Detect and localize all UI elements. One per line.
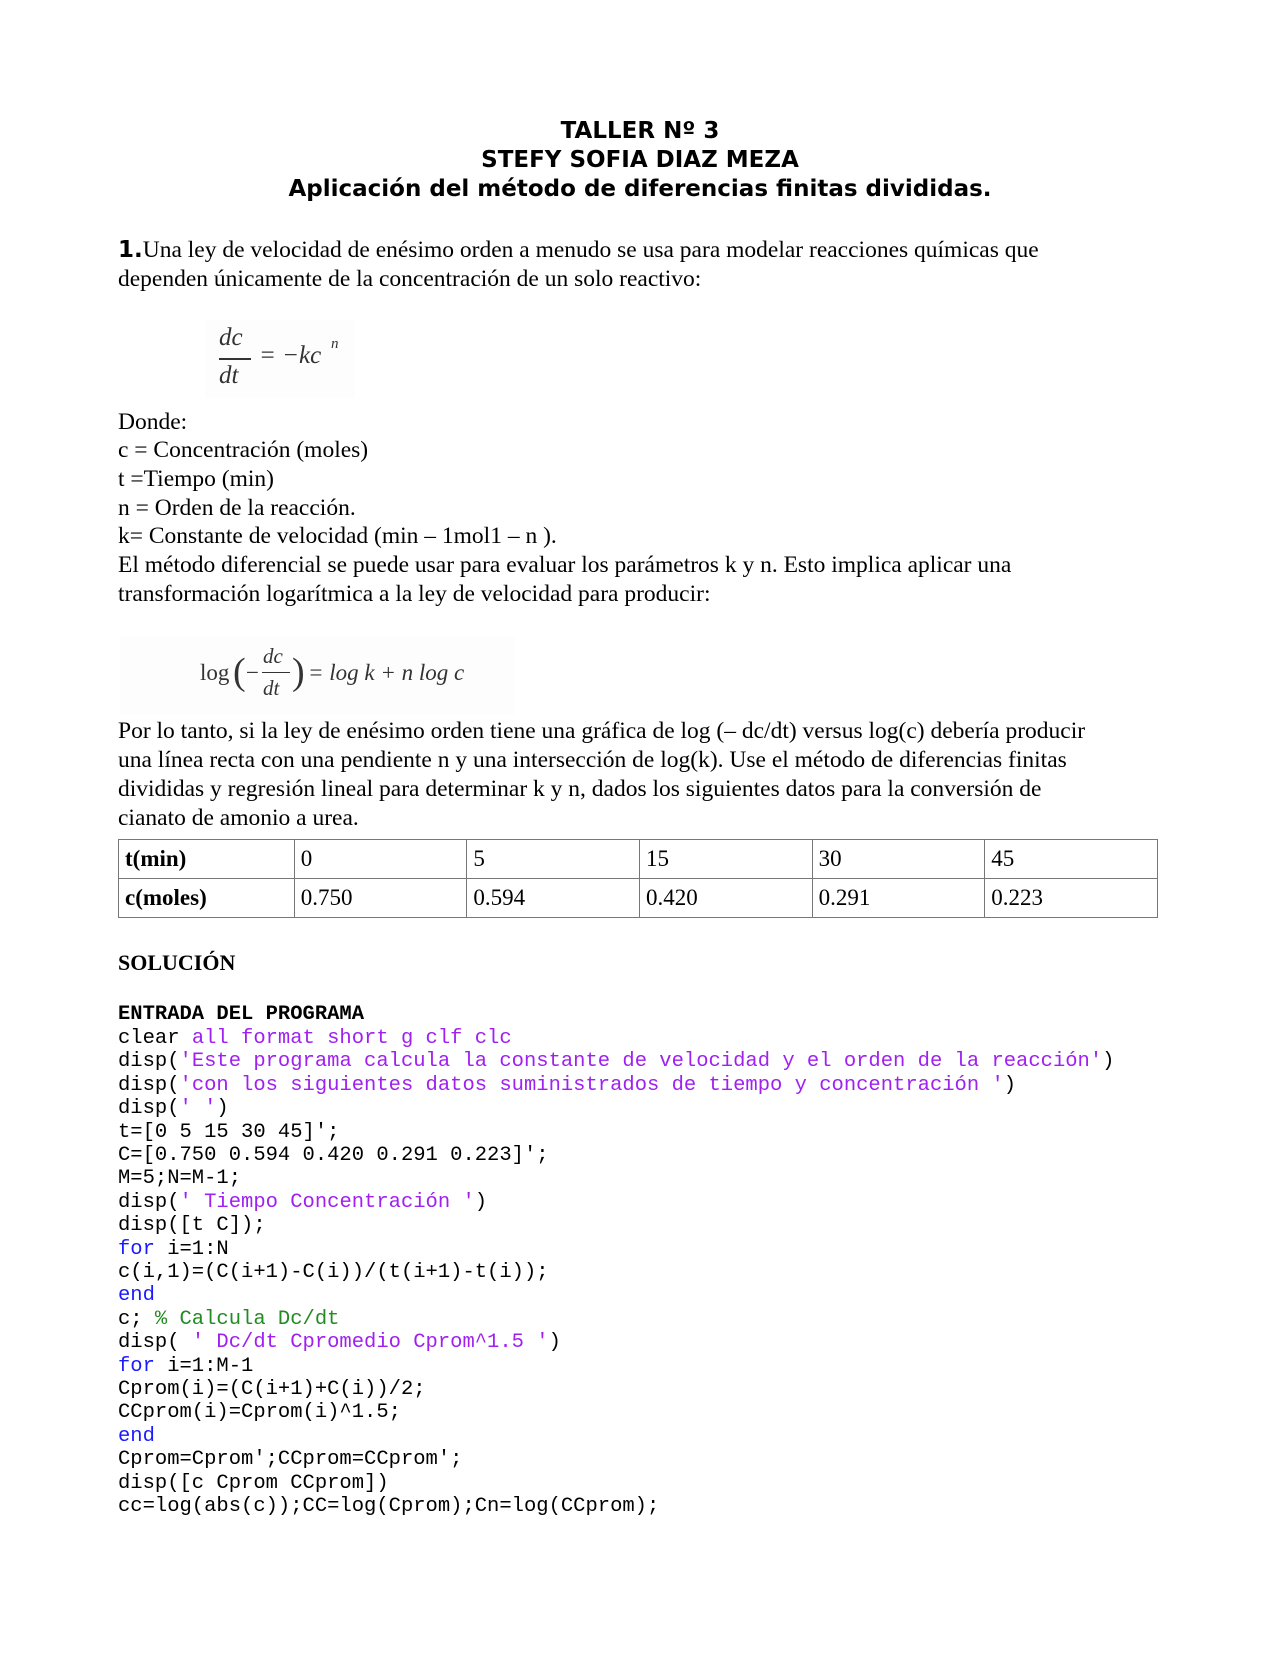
code-token: c; <box>118 1307 155 1331</box>
title-subject: Aplicación del método de diferencias finitas divididas. <box>288 176 992 202</box>
rate-law-equation-image <box>205 320 355 398</box>
title-line-1: TALLER Nº 3 <box>560 118 720 144</box>
problem-number: 1. <box>118 237 143 263</box>
table-cell: c(moles) <box>119 879 295 918</box>
code-token: ) <box>1003 1073 1017 1097</box>
code-token: disp([t C]); <box>118 1214 266 1238</box>
solution-heading: SOLUCIÓN <box>118 950 236 975</box>
table-cell: 0.291 <box>812 879 985 918</box>
code-line <box>118 1308 339 1331</box>
table-row-concentration <box>119 879 1158 918</box>
code-token: ) <box>474 1190 488 1214</box>
eq2-fraction-bar <box>262 672 290 673</box>
title-author: STEFY SOFIA DIAZ MEZA <box>481 147 799 173</box>
data-table <box>118 839 1158 918</box>
eq1-rhs: = −kc <box>259 342 322 369</box>
problem-intro-line-2: dependen únicamente de la concentración de un solo reactivo: <box>118 266 702 292</box>
eq2-log: log <box>200 660 230 685</box>
table-cell: 15 <box>640 840 813 879</box>
code-token: 'con los siguientes datos suministrados de tiempo y concentración ' <box>179 1073 1004 1097</box>
code-token: for <box>118 1237 155 1261</box>
code-token: c(i,1)=(C(i+1)-C(i))/(t(i+1)-t(i)); <box>118 1261 549 1284</box>
eq2-paren-close: ) <box>292 651 305 693</box>
method-text-line-1: El método diferencial se puede usar para evaluar los parámetros k y n. Esto implica aplicar una <box>118 552 1012 578</box>
donde-label: Donde: <box>118 409 188 435</box>
code-token: disp( <box>118 1331 192 1355</box>
table-cell: 0.594 <box>467 879 640 918</box>
eq1-numerator: dc <box>219 324 243 351</box>
table-cell: t(min) <box>119 840 295 879</box>
code-line <box>118 1144 549 1167</box>
table-cell: 0.420 <box>640 879 813 918</box>
table-cell: 5 <box>467 840 640 879</box>
table-cell: 30 <box>812 840 985 879</box>
code-line <box>118 1495 659 1518</box>
table-cell: 45 <box>985 840 1158 879</box>
eq2-paren-open: ( <box>233 651 246 693</box>
code-token: ) <box>216 1097 229 1121</box>
eq1-exponent: n <box>331 336 339 352</box>
code-line <box>118 1378 426 1401</box>
code-token: disp( <box>118 1097 180 1121</box>
code-line <box>118 1331 561 1354</box>
code-line <box>118 1191 487 1214</box>
code-token: all format short g clf clc <box>191 1027 512 1050</box>
code-line <box>118 1284 155 1307</box>
definition-t: t =Tiempo (min) <box>118 466 275 492</box>
code-token: % Calcula Dc/dt <box>154 1307 340 1331</box>
code-token: disp( <box>118 1073 180 1097</box>
code-token: disp( <box>118 1050 180 1074</box>
code-line <box>118 1355 253 1378</box>
code-line <box>118 1097 229 1120</box>
code-token: for <box>118 1354 155 1378</box>
code-line <box>118 1448 462 1471</box>
problem-intro-line-1: 1.Una ley de velocidad de enésimo orden a menudo se usa para modelar reacciones químicas que <box>118 237 1039 263</box>
code-line <box>118 1425 155 1448</box>
table-cell: 0.750 <box>294 879 467 918</box>
code-token: end <box>118 1284 155 1308</box>
task-text-line-4: cianato de amonio a urea. <box>118 805 359 831</box>
code-line <box>118 1121 339 1144</box>
code-line <box>118 1074 1016 1097</box>
code-token: ) <box>1102 1050 1115 1074</box>
method-text-line-2: transformación logarítmica a la ley de velocidad para producir: <box>118 581 711 607</box>
eq2-rhs: = log k + n log c <box>308 660 465 685</box>
code-line <box>118 1214 266 1237</box>
eq2-numerator: dc <box>263 644 283 668</box>
code-line <box>118 1238 229 1261</box>
code-token: C=[0.750 0.594 0.420 0.291 0.223]'; <box>118 1144 549 1167</box>
program-heading: ENTRADA DEL PROGRAMA <box>118 1003 365 1026</box>
code-token: ' Tiempo Concentración ' <box>179 1190 475 1214</box>
code-token: CCprom(i)=Cprom(i)^1.5; <box>118 1401 401 1425</box>
code-token: t=[0 5 15 30 45]'; <box>118 1120 340 1144</box>
code-token: disp([c Cprom CCprom]) <box>118 1471 389 1495</box>
task-text-line-3: divididas y regresión lineal para determinar k y n, dados los siguientes datos para la conversión de <box>118 776 1042 802</box>
code-line <box>118 1401 401 1424</box>
code-token: 'Este programa calcula la constante de velocidad y el orden de la reacción' <box>179 1050 1103 1074</box>
code-line <box>118 1050 1114 1073</box>
code-token: Cprom=Cprom';CCprom=CCprom'; <box>118 1448 463 1472</box>
code-line <box>118 1261 549 1284</box>
code-token: ) <box>548 1331 561 1355</box>
code-token: ' ' <box>179 1097 217 1121</box>
eq2-minus: − <box>246 660 259 685</box>
definition-n: n = Orden de la reacción. <box>118 495 356 521</box>
eq2-denominator: dt <box>263 676 280 700</box>
code-token: cc=log(abs(c));CC=log(Cprom);Cn=log(CCprom); <box>118 1495 660 1518</box>
code-line <box>118 1472 389 1495</box>
code-token: end <box>118 1424 155 1448</box>
task-text-line-2: una línea recta con una pendiente n y una intersección de log(k). Use el método de diferencias finitas <box>118 747 1067 773</box>
definition-c: c = Concentración (moles) <box>118 437 369 463</box>
code-token: disp( <box>118 1190 180 1214</box>
code-token: Cprom(i)=(C(i+1)+C(i))/2; <box>118 1378 426 1401</box>
eq1-denominator: dt <box>219 362 239 389</box>
table-cell: 0 <box>294 840 467 879</box>
code-token: ' Dc/dt Cpromedio Cprom^1.5 ' <box>191 1331 549 1355</box>
code-line <box>118 1167 241 1190</box>
log-equation-image <box>120 636 515 714</box>
table-row-time <box>119 840 1158 879</box>
code-line <box>118 1027 512 1050</box>
code-token: i=1:M-1 <box>154 1354 254 1378</box>
definition-k: k= Constante de velocidad (min – 1mol1 – n ). <box>118 523 557 549</box>
task-text-line-1: Por lo tanto, si la ley de enésimo orden tiene una gráfica de log (– dc/dt) versus log(c) debería producir <box>118 718 1086 744</box>
table-cell: 0.223 <box>985 879 1158 918</box>
code-token: clear <box>118 1027 192 1050</box>
eq1-fraction-bar <box>219 358 251 360</box>
code-token: i=1:N <box>154 1237 229 1261</box>
code-token: M=5;N=M-1; <box>118 1167 242 1191</box>
